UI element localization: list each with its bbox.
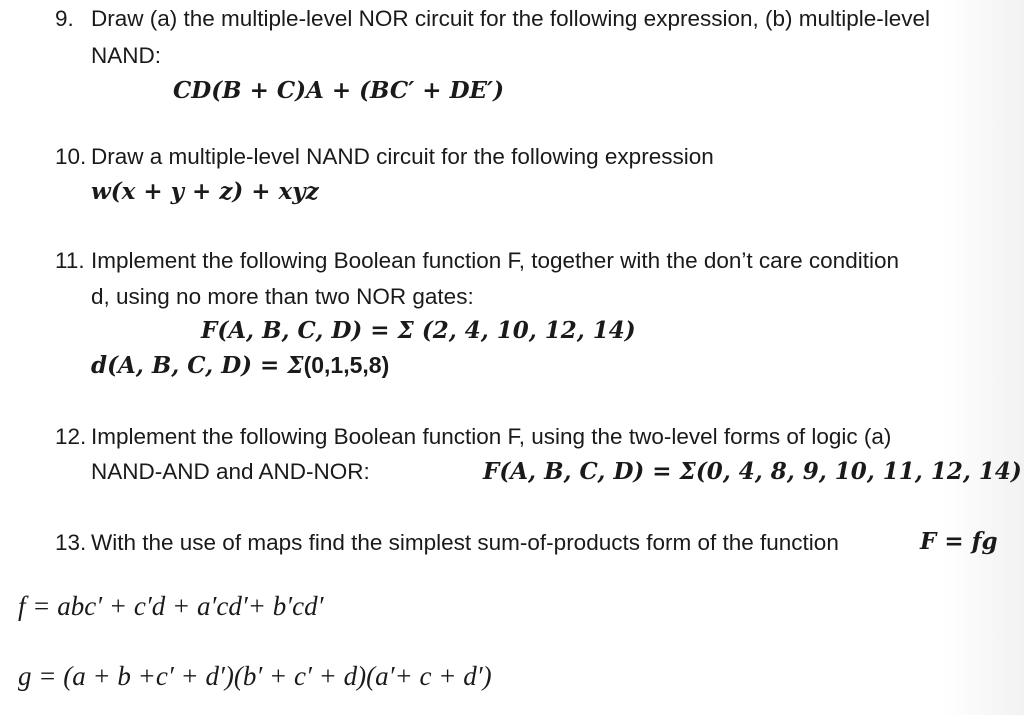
problem-11-expression-d-main: d(A, B, C, D) = Σ: [91, 352, 304, 379]
problem-11-number: 11.: [55, 248, 85, 273]
problem-12-line-2: NAND-AND and AND-NOR:: [91, 459, 370, 484]
problem-10-text: Draw a multiple-level NAND circuit for the following expression: [91, 144, 714, 169]
problem-11-expression-f: F(A, B, C, D) = Σ (2, 4, 10, 12, 14): [201, 317, 636, 344]
problem-13-expression: F = fg: [920, 528, 998, 555]
problem-11-line-1: [55, 247, 899, 275]
problem-13-line-1: [55, 529, 839, 557]
problem-9-line-1: [55, 5, 930, 33]
problem-11-expression-d-tail: (0,1,5,8): [303, 352, 390, 378]
problem-12-line-1: [55, 423, 891, 451]
function-f: f = abc′ + c′d + a′cd′+ b′cd′: [18, 591, 324, 621]
problem-11-line-2: d, using no more than two NOR gates:: [91, 284, 474, 309]
function-g: g = (a + b +c′ + d′)(b′ + c′ + d)(a′+ c + d′): [18, 661, 492, 691]
problem-9-number: 9.: [55, 6, 74, 31]
problem-10-expression: w(x + y + z) + xyz: [91, 178, 319, 205]
problem-12-number: 12.: [55, 424, 87, 449]
problem-13-text: With the use of maps find the simplest sum-of-products form of the function: [91, 530, 839, 555]
problem-13-number: 13.: [55, 530, 87, 555]
problem-10-number: 10.: [55, 144, 87, 169]
problem-9-line-2: NAND:: [91, 43, 162, 68]
problem-11-expression-d: [91, 351, 389, 380]
problem-11-text: Implement the following Boolean function F, together with the don’t care condition: [91, 248, 899, 273]
problem-9-text: Draw (a) the multiple-level NOR circuit for the following expression, (b) multiple-level: [91, 6, 931, 31]
problem-9-expression: CD(B + C)A + (BC′ + DE′): [173, 77, 505, 104]
problem-12-text: Implement the following Boolean function F, using the two-level forms of logic (a): [91, 424, 892, 449]
problem-12-expression: F(A, B, C, D) = Σ(0, 4, 8, 9, 10, 11, 12, 14): [483, 458, 1022, 485]
problem-10-line-1: [55, 143, 714, 171]
